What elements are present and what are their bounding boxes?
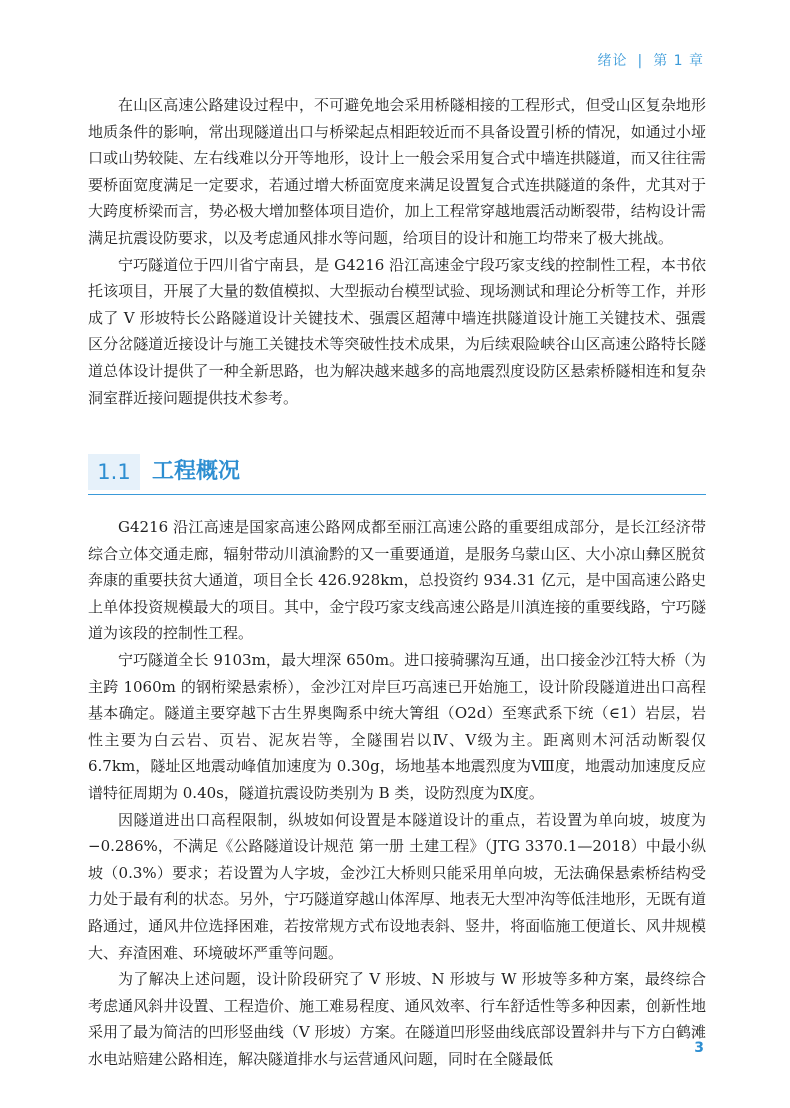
page-number: 3 bbox=[694, 1040, 704, 1056]
chapter-title: 绪论 bbox=[597, 53, 628, 69]
paragraph: 宁巧隧道位于四川省宁南县，是 G4216 沿江高速金宁段巧家支线的控制性工程，本书依托该项目，开展了大量的数值模拟、大型振动台模型试验、现场测试和理论分析等工作，并形成了 V 形坡特长公路隧道设计关键技术、强震区超薄中墙连拱隧道设计施工关键技术、强震区分岔隧道近接设计与施工关键技术等突破性技术成果，为后续艰险峡谷山区高速公路特长隧道总体设计提供了一种全新思路，也为解决越来越多的高地震烈度设防区悬索桥隧相连和复杂洞室群近接问题提供技术参考。 bbox=[88, 255, 706, 407]
intro-text-block bbox=[88, 92, 706, 411]
paragraph: 因隧道进出口高程限制，纵坡如何设置是本隧道设计的重点，若设置为单向坡，坡度为 −0.286%，不满足《公路隧道设计规范 第一册 土建工程》（JTG 3370.1—2018）中最小纵坡（0.3%）要求；若设置为人字坡，金沙江大桥则只能采用单向坡，无法确保悬索桥结构受力处于最有利的状态。另外，宁巧隧道穿越山体浑厚、地表无大型冲沟等低洼地形，无既有道路通过，通风井位选择困难，若按常规方式布设地表斜、竖井，将面临施工便道长、风井规模大、弃渣困难、环境破坏严重等问题。 bbox=[88, 810, 706, 962]
paragraph: 宁巧隧道全长 9103m，最大埋深 650m。进口接骑骡沟互通，出口接金沙江特大桥（为主跨 1060m 的钢桁梁悬索桥），金沙江对岸巨巧高速已开始施工，设计阶段隧道进出口高程基本确定。隧道主要穿越下古生界奥陶系中统大箐组（O2d）至寒武系下统（∈1）岩层，岩性主要为白云岩、页岩、泥灰岩等，全隧围岩以Ⅳ、Ⅴ级为主。距离则木河活动断裂仅 6.7km，隧址区地震动峰值加速度为 0.30g，场地基本地震烈度为Ⅷ度，地震动加速度反应谱特征周期为 0.40s，隧道抗震设防类别为 B 类，设防烈度为Ⅸ度。 bbox=[88, 650, 706, 802]
running-head bbox=[597, 50, 704, 70]
paragraph: 为了解决上述问题，设计阶段研究了 V 形坡、N 形坡与 W 形坡等多种方案，最终综合考虑通风斜井设置、工程造价、施工难易程度、通风效率、行车舒适性等多种因素，创新性地采用了最为简洁的凹形竖曲线（V 形坡）方案。在隧道凹形竖曲线底部设置斜井与下方白鹤滩水电站赔建公路相连，解决隧道排水与运营通风问题，同时在全隧最低 bbox=[88, 970, 706, 1068]
paragraph: G4216 沿江高速是国家高速公路网成都至丽江高速公路的重要组成部分，是长江经济带综合立体交通走廊，辐射带动川滇渝黔的又一重要通道，是服务乌蒙山区、大小凉山彝区脱贫奔康的重要扶贫大通道，项目全长 426.928km，总投资约 934.31 亿元，是中国高速公路史上单体投资规模最大的项目。其中，金宁段巧家支线高速公路是川滇连接的重要线路，宁巧隧道为该段的控制性工程。 bbox=[88, 518, 706, 643]
paragraph: 在山区高速公路建设过程中，不可避免地会采用桥隧相接的工程形式，但受山区复杂地形地质条件的影响，常出现隧道出口与桥梁起点相距较近而不具备设置引桥的情况，如通过小垭口或山势较陡、左右线难以分开等地形，设计上一般会采用复合式中墙连拱隧道，而又往往需要桥面宽度满足一定要求，若通过增大桥面宽度来满足设置复合式连拱隧道的条件，尤其对于大跨度桥梁而言，势必极大增加整体项目造价，加上工程常穿越地震活动断裂带，结构设计需满足抗震设防要求，以及考虑通风排水等问题，给项目的设计和施工均带来了极大挑战。 bbox=[88, 96, 706, 247]
section-heading bbox=[88, 450, 706, 495]
header-separator: | bbox=[637, 53, 644, 69]
chapter-number: 第 1 章 bbox=[653, 53, 704, 69]
section-number-badge: 1.1 bbox=[88, 454, 140, 490]
section-text-block bbox=[88, 514, 706, 1072]
section-title: 工程概况 bbox=[152, 459, 241, 484]
